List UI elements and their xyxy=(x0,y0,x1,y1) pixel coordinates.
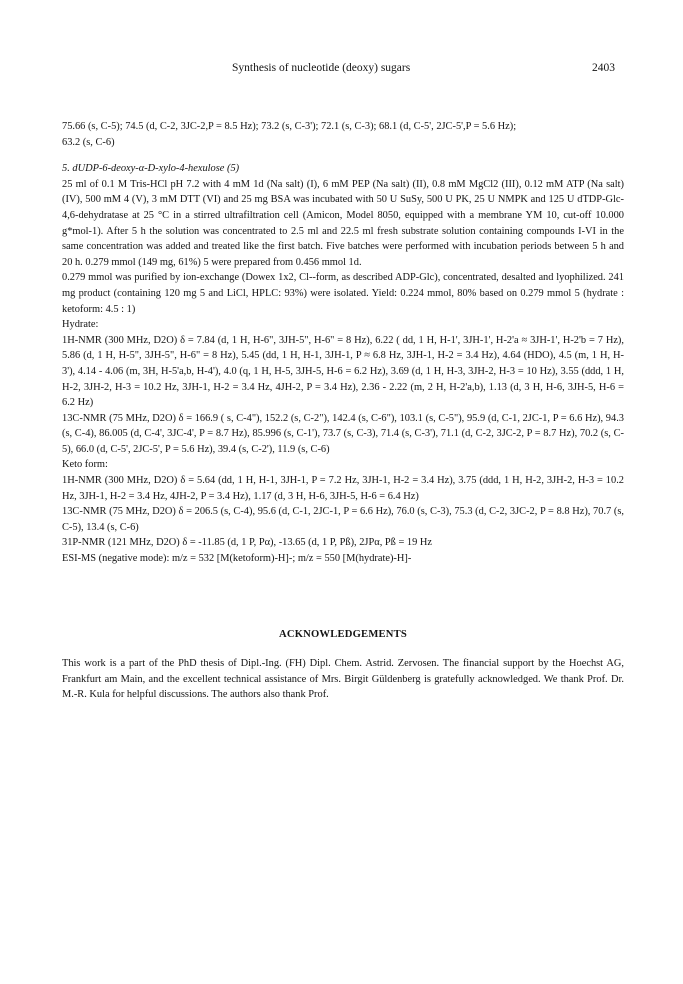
procedure-paragraph: 25 ml of 0.1 M Tris-HCl pH 7.2 with 4 mM 1d (Na salt) (I), 6 mM PEP (Na salt) (II), 0.8 mM MgCl2 (III), 0.12 mM ATP (Na salt) (IV), 500 mM 4 (V), 3 mM DTT (VI) and 25 mg BSA was incubated with 50 U SuSy, 500 U PK, 25 U NMPK and 125 U dTDP-Glc-4,6-dehydratase at 25 °C in a stirred ultrafiltration cell (Amicon, Model 8050, equipped with a membrane YM 10, cut-off 10.000 g*mol-1). After 5 h the solution was concentrated to 2.5 ml and 22.5 ml fresh substrate solution containing compounds I-VI in the same concentration was added and treated like the first batch. Five batches were performed with incubation periods between 5 h and 20 h. 0.279 mmol (149 mg, 61%) 5 were prepared from 0.456 mmol 1d. xyxy=(62,178,624,268)
carbon-shift-line: 75.66 (s, C-5); 74.5 (d, C-2, 3JC-2,P = 8.5 Hz); 73.2 (s, C-3'); 72.1 (s, C-3); 68.1 (d, C-5', 2JC-5',P = 5.6 Hz); xyxy=(62,121,517,132)
running-header xyxy=(0,62,683,78)
acknowledgements-heading: ACKNOWLEDGEMENTS xyxy=(279,628,407,640)
keto-1h-nmr: 1H-NMR (300 MHz, D2O) δ = 5.64 (dd, 1 H, H-1, 3JH-1, P = 7.2 Hz, 3JH-1, H-2 = 3.4 Hz), 3.75 (ddd, 1 H, H-2, 3JH-2, H-3 = 10.2 Hz, 3JH-1, H-2 = 3.4 Hz, 4JH-2, P = 3.4 Hz), 1.17 (d, 3 H, H-6, 3JH-5, H-6 = 6.4 Hz) xyxy=(62,475,624,502)
running-title: Synthesis of nucleotide (deoxy) sugars xyxy=(232,62,411,74)
keto-label: Keto form: xyxy=(62,459,108,471)
hydrate-13c-nmr: 13C-NMR (75 MHz, D2O) δ = 166.9 ( s, C-4"), 152.2 (s, C-2"), 142.4 (s, C-6"), 103.1 (s, C-5"), 95.9 (d, C-1, 2JC-1, P = 6.6 Hz), 94.3 (s, C-4), 86.005 (d, C-4', 3JC-4', P = 8.7 Hz), 85.996 (s, C-1'), 73.7 (s, C-3), 71.4 (s, C-3'), 71.1 (d, C-2, 3JC-2, P = 8.7 Hz), 70.2 (s, C-5), 66.0 (d, C-5', 2JC-5', P = 5.6 Hz), 39.4 (s, C-2'), 11.9 (s, C-6) xyxy=(62,412,624,455)
acknowledgements-text: This work is a part of the PhD thesis of Dipl.-Ing. (FH) Dipl. Chem. Astrid. Zervosen. The financial support by the Hoechst AG, Frankfurt am Main, and the excellent technical assistance of Mrs. Birgit Güldenberg is gratefully acknowledged. We thank Prof. Dr. M.-R. Kula for helpful discussions. The authors also thank Prof. xyxy=(62,658,624,701)
compound-heading: 5. dUDP-6-deoxy-α-D-xylo-4-hexulose (5) xyxy=(62,163,240,175)
hydrate-label: Hydrate: xyxy=(62,319,99,331)
carbon-shift-line-end: 63.2 (s, C-6) xyxy=(62,136,115,148)
esi-ms-line: ESI-MS (negative mode): m/z = 532 [M(ketoform)-H]-; m/z = 550 [M(hydrate)-H]- xyxy=(62,553,412,565)
page-number: 2403 xyxy=(592,62,615,74)
article-body xyxy=(62,119,624,703)
phosphorus-nmr: 31P-NMR (121 MHz, D2O) δ = -11.85 (d, 1 P, Pα), -13.65 (d, 1 P, Pß), 2JPα, Pß = 19 Hz xyxy=(62,537,433,549)
keto-13c-nmr: 13C-NMR (75 MHz, D2O) δ = 206.5 (s, C-4), 95.6 (d, C-1, 2JC-1, P = 6.6 Hz), 76.0 (s, C-3), 75.3 (d, C-2, 3JC-2, P = 8.8 Hz), 70.7 (s, C-5), 13.4 (s, C-6) xyxy=(62,506,624,533)
purification-paragraph: 0.279 mmol was purified by ion-exchange (Dowex 1x2, Cl--form, as described ADP-Glc), concentrated, desalted and lyophilized. 241 mg product (containing 120 mg 5 and LiCl, HPLC: 93%) were isolated. Yield: 0.224 mmol, 80% based on 0.279 mmol 5 (hydrate : ketoform: 4.5 : 1) xyxy=(62,272,624,315)
hydrate-1h-nmr: 1H-NMR (300 MHz, D2O) δ = 7.84 (d, 1 H, H-6", 3JH-5", H-6" = 8 Hz), 6.22 ( dd, 1 H, H-1', 3JH-1', H-2'a ≈ 3JH-1', H-2'b = 7 Hz), 5.86 (d, 1 H, H-5", 3JH-5", H-6" = 8 Hz), 5.45 (dd, 1 H, H-1, 3JH-1, P ≈ 6.8 Hz, 3JH-1, H-2 = 3.4 Hz), 4.64 (HDO), 4.5 (m, 1 H, H-3'), 4.14 - 4.06 (m, 3H, H-5'a,b, H-4'), 4.0 (q, 1 H, H-5, 3JH-5, H-6 = 6.2 Hz), 3.69 (d, 1 H, H-3, 3JH-2, H-3 = 10 Hz), 3.55 (ddd, 1 H, H-2, 3JH-2, H-3 = 10.2 Hz, 3JH-1, H-2 = 3.4 Hz, 4JH-2, P = 3.4 Hz), 2.36 - 2.22 (m, 2 H, H-2'a,b), 1.13 (d, 3 H, H-6, 3JH-5, H-6 = 6.2 Hz) xyxy=(62,334,624,409)
